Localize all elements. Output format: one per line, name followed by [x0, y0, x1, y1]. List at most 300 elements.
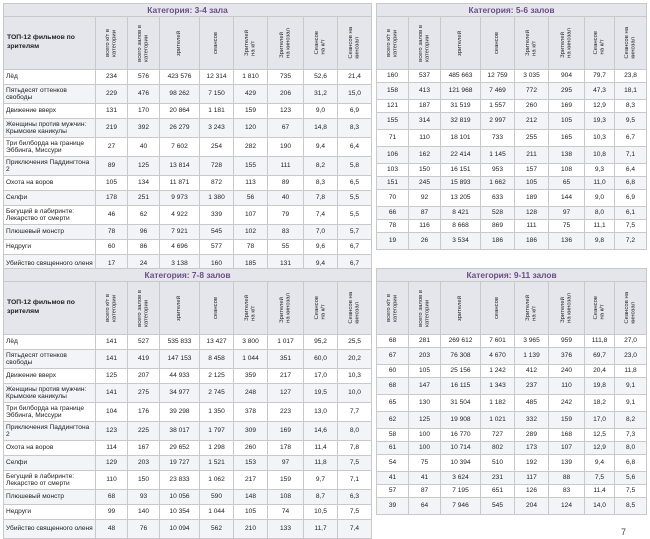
column-header-label: Зрителей на кинозал [559, 293, 573, 323]
table-cell: 131 [268, 255, 304, 274]
column-header-label: Зрителей на кинозал [559, 28, 573, 58]
table-cell: 69,7 [585, 348, 615, 365]
table-cell: 13 814 [160, 157, 200, 176]
table-cell: 176 [128, 403, 160, 422]
table-cell: 309 [234, 422, 268, 441]
table-cell: 3 534 [441, 233, 481, 250]
table-cell: 16 151 [441, 164, 481, 177]
table-row [377, 429, 647, 442]
table-cell: 26 [409, 233, 441, 250]
table-cell: 376 [549, 348, 585, 365]
column-header-label: всего к/т в категории [104, 294, 118, 322]
table-cell: 10,3 [338, 369, 372, 384]
table-row [377, 412, 647, 429]
table-cell: 6,5 [338, 176, 372, 191]
table-cell: 7,4 [304, 206, 338, 225]
table-cell: 269 612 [441, 335, 481, 348]
table-cell: 1 044 [234, 350, 268, 369]
table-cell: 169 [268, 422, 304, 441]
table-cell: 8 458 [200, 350, 234, 369]
table-cell: 124 [549, 498, 585, 515]
table-cell: 953 [481, 164, 515, 177]
table-cell: 332 [515, 412, 549, 429]
table-cell: 423 576 [160, 70, 200, 85]
column-header [615, 17, 647, 70]
column-header [585, 17, 615, 70]
table-row [377, 130, 647, 147]
table-cell: 153 [234, 456, 268, 471]
table-cell: 71 [377, 130, 409, 147]
table-cell: 125 [409, 412, 441, 429]
table-cell: 254 [200, 138, 234, 157]
table-cell: 110 [96, 471, 128, 490]
table-cell: 20 864 [160, 104, 200, 119]
table-cell: 192 [515, 455, 549, 472]
table-cell: 6,1 [615, 207, 647, 220]
table-row [377, 233, 647, 250]
table-cell: 485 663 [441, 70, 481, 83]
table-cell: 93 [128, 490, 160, 505]
table-cell: 23,0 [615, 348, 647, 365]
table-cell: 123 [96, 422, 128, 441]
table-row [377, 365, 647, 378]
table-cell: 7,2 [615, 233, 647, 250]
table-cell: 217 [234, 471, 268, 490]
table-cell: 4 922 [160, 206, 200, 225]
table-cell: 34 977 [160, 384, 200, 403]
column-header-label: всего к/т в категории [104, 29, 118, 57]
table-row [377, 485, 647, 498]
table-cell: 7,8 [304, 191, 338, 206]
table-cell: 281 [409, 335, 441, 348]
column-header-label: Сеансов на к/т [313, 31, 327, 55]
column-header [234, 282, 268, 335]
film-title: Три билборда на границе Эббинга, Миссури [4, 403, 96, 422]
table-cell: 89 [268, 176, 304, 191]
table-cell: 6,7 [615, 130, 647, 147]
table-cell: 23,8 [615, 70, 647, 83]
table-cell: 19 908 [441, 412, 481, 429]
film-title: Охота на воров [4, 176, 96, 191]
table-row [4, 176, 372, 191]
table-cell: 9 973 [160, 191, 200, 206]
table-cell: 159 [234, 104, 268, 119]
table-cell: 9,7 [304, 471, 338, 490]
category-title: Категория: 9-11 залов [377, 269, 647, 282]
table-cell: 12,5 [585, 429, 615, 442]
table-cell: 185 [234, 255, 268, 274]
table-cell: 735 [268, 70, 304, 85]
table-cell: 1 017 [268, 335, 304, 350]
column-header [304, 17, 338, 70]
table-cell: 147 [409, 378, 441, 395]
table-cell: 1 557 [481, 100, 515, 113]
film-title: Плюшевый монстр [4, 490, 96, 505]
column-header [338, 17, 372, 70]
table-cell: 60 [96, 240, 128, 255]
table-cell: 295 [549, 83, 585, 100]
column-header [234, 17, 268, 70]
film-title: Движение вверх [4, 369, 96, 384]
table-cell: 1 021 [481, 412, 515, 429]
table-cell: 7 601 [481, 335, 515, 348]
table-cell: 314 [409, 113, 441, 130]
table-cell: 60,0 [304, 350, 338, 369]
column-header-label: сеансов [494, 296, 501, 320]
table-cell: 9,0 [585, 190, 615, 207]
table-cell: 140 [128, 505, 160, 520]
column-header-label: всего к/т в категории [385, 294, 399, 322]
table-cell: 68 [377, 378, 409, 395]
table-cell: 158 [377, 83, 409, 100]
table-cell: 11,8 [304, 456, 338, 471]
table-cell: 12,9 [585, 100, 615, 113]
film-title: Приключения Паддингтона 2 [4, 422, 96, 441]
table-row [377, 442, 647, 455]
table-cell: 56 [234, 191, 268, 206]
table-cell: 413 [409, 83, 441, 100]
table-cell: 1 662 [481, 177, 515, 190]
table-cell: 212 [515, 113, 549, 130]
table-cell: 251 [128, 191, 160, 206]
table-cell: 162 [409, 147, 441, 164]
table-cell: 959 [549, 335, 585, 348]
table-row [4, 119, 372, 138]
table-cell: 16 770 [441, 429, 481, 442]
table-cell: 32 819 [441, 113, 481, 130]
table-cell: 237 [515, 378, 549, 395]
column-header [377, 17, 409, 70]
column-header-label: Сеансов на кинозал [347, 27, 361, 59]
table-cell: 485 [515, 395, 549, 412]
column-header-label: Зрителей на к/т [524, 295, 538, 321]
table-cell: 114 [96, 441, 128, 456]
column-header-label: Сеансов на кинозал [623, 292, 637, 324]
column-header [549, 282, 585, 335]
table-cell: 18 101 [441, 130, 481, 147]
table-cell: 7,0 [304, 225, 338, 240]
table-cell: 3 624 [441, 472, 481, 485]
table-cell: 8,0 [585, 207, 615, 220]
table-cell: 46 [96, 206, 128, 225]
column-header [338, 282, 372, 335]
column-header-label: Зрителей на кинозал [278, 28, 292, 58]
column-header [304, 282, 338, 335]
table-cell: 1 044 [200, 505, 234, 520]
table-row [4, 403, 372, 422]
table-cell: 1 350 [200, 403, 234, 422]
table-cell: 5,6 [615, 472, 647, 485]
table-cell: 528 [481, 207, 515, 220]
table-cell: 111,8 [585, 335, 615, 348]
table-cell: 78 [96, 225, 128, 240]
table-cell: 339 [200, 206, 234, 225]
table-cell: 27,0 [615, 335, 647, 348]
table-row [4, 490, 372, 505]
table-cell: 138 [549, 147, 585, 164]
table-cell: 86 [128, 240, 160, 255]
column-header [128, 17, 160, 70]
table-cell: 18,1 [615, 83, 647, 100]
table-cell: 3 243 [200, 119, 234, 138]
table-cell: 169 [549, 100, 585, 113]
table-cell: 11,1 [585, 220, 615, 233]
table-cell: 1 298 [200, 441, 234, 456]
table-cell: 173 [515, 442, 549, 455]
table-cell: 1 797 [200, 422, 234, 441]
table-row [377, 395, 647, 412]
table-cell: 108 [268, 490, 304, 505]
table-cell: 9,4 [304, 255, 338, 274]
table-row [377, 220, 647, 233]
table-cell: 60 [377, 365, 409, 378]
table-cell: 139 [549, 455, 585, 472]
table-cell: 7 195 [441, 485, 481, 498]
table-cell: 3 138 [160, 255, 200, 274]
table-row [4, 350, 372, 369]
table-cell: 11 871 [160, 176, 200, 191]
table-cell: 89 [96, 157, 128, 176]
table-cell: 67 [377, 348, 409, 365]
table-cell: 159 [549, 412, 585, 429]
table-row [4, 456, 372, 471]
table-cell: 577 [200, 240, 234, 255]
table-cell: 16 115 [441, 378, 481, 395]
table-cell: 869 [481, 220, 515, 233]
table-cell: 141 [96, 384, 128, 403]
table-cell: 1 181 [200, 104, 234, 119]
table-cell: 97 [549, 207, 585, 220]
table-cell: 83 [268, 225, 304, 240]
film-title: Пятьдесят оттенков свободы [4, 85, 96, 104]
film-title: Охота на воров [4, 441, 96, 456]
table-cell: 186 [515, 233, 549, 250]
table-cell: 83 [549, 485, 585, 498]
film-title: Приключения Паддингтона 2 [4, 157, 96, 176]
table-cell: 211 [515, 147, 549, 164]
table-cell: 160 [200, 255, 234, 274]
category-title: Категория: 7-8 залов [4, 269, 372, 282]
table-cell: 76 [128, 520, 160, 539]
table-cell: 510 [481, 455, 515, 472]
column-header [481, 282, 515, 335]
table-row [377, 83, 647, 100]
table-cell: 157 [515, 164, 549, 177]
table-cell: 1 182 [481, 395, 515, 412]
table-cell: 11,4 [585, 485, 615, 498]
table-cell: 111 [268, 157, 304, 176]
table-cell: 392 [128, 119, 160, 138]
table-cell: 15,0 [338, 85, 372, 104]
table-cell: 10 094 [160, 520, 200, 539]
table-cell: 904 [549, 70, 585, 83]
table-cell: 38 017 [160, 422, 200, 441]
column-header-top-films: ТОП-12 фильмов по зрителям [4, 17, 96, 70]
film-title: Недруги [4, 505, 96, 520]
table-cell: 105 [409, 365, 441, 378]
column-header-label: сеансов [494, 31, 501, 55]
table-cell: 107 [549, 442, 585, 455]
table-cell: 186 [481, 233, 515, 250]
table-cell: 633 [481, 190, 515, 207]
column-header [441, 282, 481, 335]
table-row [377, 100, 647, 113]
table-cell: 8,2 [615, 412, 647, 429]
table-cell: 7,3 [615, 429, 647, 442]
table-cell: 289 [515, 429, 549, 442]
table-cell: 178 [268, 441, 304, 456]
table-cell: 9,4 [304, 138, 338, 157]
table-row [4, 520, 372, 539]
table-cell: 48 [96, 520, 128, 539]
table-cell: 802 [481, 442, 515, 455]
table-cell: 207 [128, 369, 160, 384]
table-cell: 155 [234, 157, 268, 176]
column-header [481, 17, 515, 70]
table-cell: 20,2 [338, 350, 372, 369]
table-cell: 104 [96, 403, 128, 422]
table-cell: 129 [96, 456, 128, 471]
table-cell: 3 965 [515, 335, 549, 348]
column-header-label: зрителей [457, 295, 464, 321]
table-cell: 148 [234, 490, 268, 505]
table-cell: 160 [377, 70, 409, 83]
table-cell: 25,5 [338, 335, 372, 350]
table-cell: 120 [234, 119, 268, 138]
table-cell: 527 [128, 335, 160, 350]
table-cell: 141 [96, 350, 128, 369]
table-cell: 245 [409, 177, 441, 190]
table-cell: 576 [128, 70, 160, 85]
table-cell: 76 308 [441, 348, 481, 365]
table-cell: 545 [200, 225, 234, 240]
table-cell: 190 [268, 138, 304, 157]
column-header [160, 282, 200, 335]
table-cell: 242 [549, 395, 585, 412]
column-header [268, 282, 304, 335]
table-cell: 204 [515, 498, 549, 515]
table-cell: 1 145 [481, 147, 515, 164]
table-cell: 4 696 [160, 240, 200, 255]
table-cell: 87 [409, 485, 441, 498]
table-cell: 10,5 [304, 505, 338, 520]
table-cell: 240 [549, 365, 585, 378]
table-cell: 125 [128, 157, 160, 176]
table-cell: 65 [549, 177, 585, 190]
column-header [96, 17, 128, 70]
table-cell: 75 [549, 220, 585, 233]
table-cell: 151 [377, 177, 409, 190]
table-cell: 102 [234, 225, 268, 240]
table-cell: 10 354 [160, 505, 200, 520]
table-row [4, 157, 372, 176]
table-cell: 95,2 [304, 335, 338, 350]
table-row [4, 240, 372, 255]
table-cell: 27 [96, 138, 128, 157]
table-cell: 24 [128, 255, 160, 274]
table-cell: 31 504 [441, 395, 481, 412]
table-cell: 116 [409, 220, 441, 233]
table-cell: 231 [481, 472, 515, 485]
table-cell: 78 [234, 240, 268, 255]
table-cell: 31,2 [304, 85, 338, 104]
table-cell: 590 [200, 490, 234, 505]
film-title: Три билборда на границе Эббинга, Миссури [4, 138, 96, 157]
table-cell: 7,1 [615, 147, 647, 164]
table-row [4, 384, 372, 403]
table-category-5-6 [376, 3, 647, 250]
film-title: Недруги [4, 240, 96, 255]
table-cell: 40 [128, 138, 160, 157]
table-cell: 6,8 [615, 455, 647, 472]
table-cell: 105 [515, 177, 549, 190]
table-cell: 144 [549, 190, 585, 207]
table-cell: 20,4 [585, 365, 615, 378]
table-cell: 7,7 [338, 403, 372, 422]
table-cell: 14,0 [585, 498, 615, 515]
table-cell: 8,7 [304, 490, 338, 505]
column-header [409, 282, 441, 335]
table-row [4, 191, 372, 206]
column-header-label: зрителей [457, 30, 464, 56]
table-cell: 23 833 [160, 471, 200, 490]
table-cell: 5,7 [338, 225, 372, 240]
table-cell: 57 [377, 485, 409, 498]
table-row [4, 85, 372, 104]
table-cell: 128 [515, 207, 549, 220]
table-cell: 105 [234, 505, 268, 520]
column-header-label: Зрителей на к/т [243, 295, 257, 321]
table-cell: 40 [268, 191, 304, 206]
table-cell: 159 [268, 471, 304, 490]
table-cell: 7 921 [160, 225, 200, 240]
table-cell: 772 [515, 83, 549, 100]
table-cell: 39 [377, 498, 409, 515]
table-cell: 225 [128, 422, 160, 441]
table-cell: 125 [96, 369, 128, 384]
table-cell: 9,8 [585, 233, 615, 250]
table-row [4, 206, 372, 225]
table-cell: 75 [409, 455, 441, 472]
table-cell: 12,9 [585, 442, 615, 455]
table-cell: 87 [409, 207, 441, 220]
table-cell: 2 125 [200, 369, 234, 384]
table-cell: 8,2 [304, 157, 338, 176]
table-cell: 141 [96, 335, 128, 350]
table-row [377, 207, 647, 220]
table-cell: 106 [377, 147, 409, 164]
table-row [377, 164, 647, 177]
table-cell: 9,1 [615, 395, 647, 412]
column-header [268, 17, 304, 70]
table-cell: 19,8 [585, 378, 615, 395]
table-cell: 67 [268, 119, 304, 138]
table-cell: 150 [409, 164, 441, 177]
table-row [4, 422, 372, 441]
table-cell: 2 745 [200, 384, 234, 403]
table-cell: 7,5 [338, 505, 372, 520]
table-cell: 6,9 [615, 190, 647, 207]
column-header [200, 282, 234, 335]
table-cell: 47,3 [585, 83, 615, 100]
table-cell: 39 298 [160, 403, 200, 422]
film-title: Бегущий в лабиринте: Лекарство от смерти [4, 471, 96, 490]
table-cell: 7 150 [200, 85, 234, 104]
table-cell: 11,8 [615, 365, 647, 378]
table-cell: 92 [409, 190, 441, 207]
table-cell: 7 602 [160, 138, 200, 157]
table-row [377, 177, 647, 190]
